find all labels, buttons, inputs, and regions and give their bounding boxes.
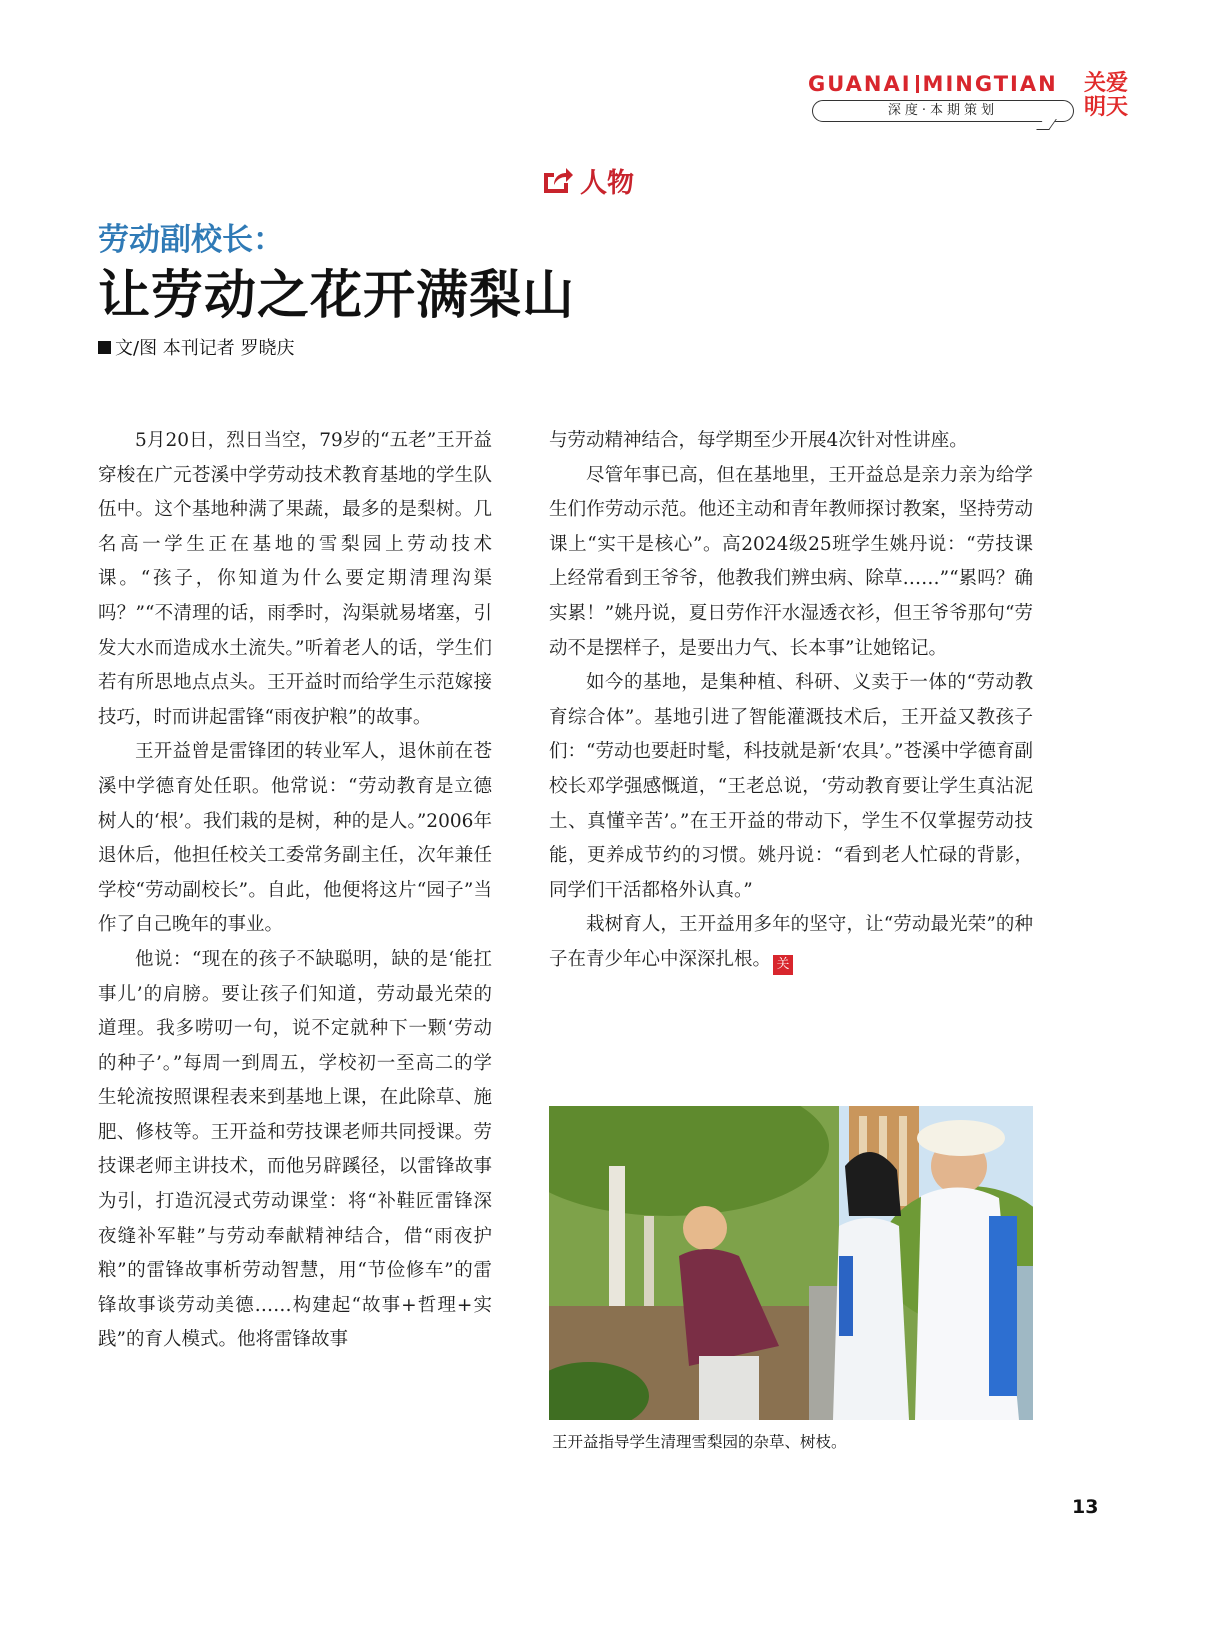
article-kicker: 劳动副校长： [98, 222, 284, 258]
share-box-icon [540, 165, 574, 195]
closing-paragraph [549, 908, 1033, 977]
brand-right-text: MINGTIAN [922, 72, 1058, 96]
page-header [808, 72, 1188, 132]
orchard-photo-illustration [549, 1106, 1033, 1420]
paragraph: 如今的基地，是集种植、科研、义卖于一体的“劳动教育综合体”。基地引进了智能灌溉技术后，王开益又教孩子们：“劳动也要赶时髦，科技就是新‘农具’。”苍溪中学德育副校长邓学强感慨道，“王老总说，‘劳动教育要让学生真沾泥土、真懂辛苦’。”在王开益的带动下，学生不仅掌握劳动技能，更养成节约的习惯。姚丹说：“看到老人忙碌的背影，同学们干活都格外认真。” [549, 672, 1033, 901]
article-column-left [98, 424, 492, 1358]
paragraph: 王开益曾是雷锋团的转业军人，退休前在苍溪中学德育处任职。他常说：“劳动教育是立德树人的‘根’。我们栽的是树，种的是人。”2006年退休后，他担任校关工委常务副主任，次年兼任学校“劳动副校长”。自此，他便将这片“园子”当作了自己晚年的事业。 [98, 741, 492, 936]
brand-separator [916, 75, 919, 93]
magazine-logo [1084, 72, 1132, 120]
article-column-right [549, 424, 1033, 978]
logo-line-1: 关爱 [1084, 71, 1129, 96]
brand-wordmark [808, 72, 1074, 96]
brand-left-text: GUANAI [808, 72, 912, 96]
paragraph: 尽管年事已高，但在基地里，王开益总是亲力亲为给学生们作劳动示范。他还主动和青年教师探讨教案，坚持劳动课上“实干是核心”。高2024级25班学生姚丹说：“劳技课上经常看到王爷爷，他教我们辨虫病、除草……”“累吗？确实累！”姚丹说，夏日劳作汗水湿透衣衫，但王爷爷那句“劳动不是摆样子，是要出力气、长本事”让她铭记。 [549, 464, 1033, 659]
closing-text: 栽树育人，王开益用多年的坚守，让“劳动最光荣”的种子在青少年心中深深扎根。 [549, 914, 1033, 970]
page-number: 13 [1072, 1496, 1099, 1518]
brand-speech-bubble [812, 100, 1074, 122]
photo-caption: 王开益指导学生清理雪梨园的杂草、树枝。 [552, 1433, 847, 1451]
logo-line-2: 明天 [1084, 95, 1129, 120]
paragraph-continuation: 与劳动精神结合，每学期至少开展4次针对性讲座。 [549, 430, 968, 451]
article-photo [549, 1106, 1033, 1420]
article-title: 让劳动之花开满梨山 [98, 265, 576, 326]
section-tag [540, 164, 634, 199]
paragraph: 他说：“现在的孩子不缺聪明，缺的是‘能扛事儿’的肩膀。要让孩子们知道，劳动最光荣的道理。我多唠叨一句，说不定就种下一颗‘劳动的种子’。”每周一到周五，学校初一至高二的学生轮流按照课程表来到基地上课，在此除草、施肥、修枝等。王开益和劳技课老师共同授课。劳技课老师主讲技术，而他另辟蹊径，以雷锋故事为引，打造沉浸式劳动课堂：将“补鞋匠雷锋深夜缝补军鞋”与劳动奉献精神结合，借“雨夜护粮”的雷锋故事析劳动智慧，用“节俭修车”的雷锋故事谈劳动美德……构建起“故事+哲理+实践”的育人模式。他将雷锋故事 [98, 948, 492, 1351]
brand-subtitle: 深度·本期策划 [887, 103, 999, 118]
section-label: 人物 [580, 167, 634, 199]
end-mark-icon: 关 [773, 955, 793, 975]
byline-square-icon [98, 341, 111, 354]
article-byline [98, 334, 295, 360]
paragraph: 5月20日，烈日当空，79岁的“五老”王开益穿梭在广元苍溪中学劳动技术教育基地的学生队伍中。这个基地种满了果蔬，最多的是梨树。几名高一学生正在基地的雪梨园上劳动技术课。“孩子，你知道为什么要定期清理沟渠吗？”“不清理的话，雨季时，沟渠就易堵塞，引发大水而造成水土流失。”听着老人的话，学生们若有所思地点点头。王开益时而给学生示范嫁接技巧，时而讲起雷锋“雨夜护粮”的故事。 [98, 430, 492, 728]
byline-text: 文/图 本刊记者 罗晓庆 [115, 338, 295, 359]
